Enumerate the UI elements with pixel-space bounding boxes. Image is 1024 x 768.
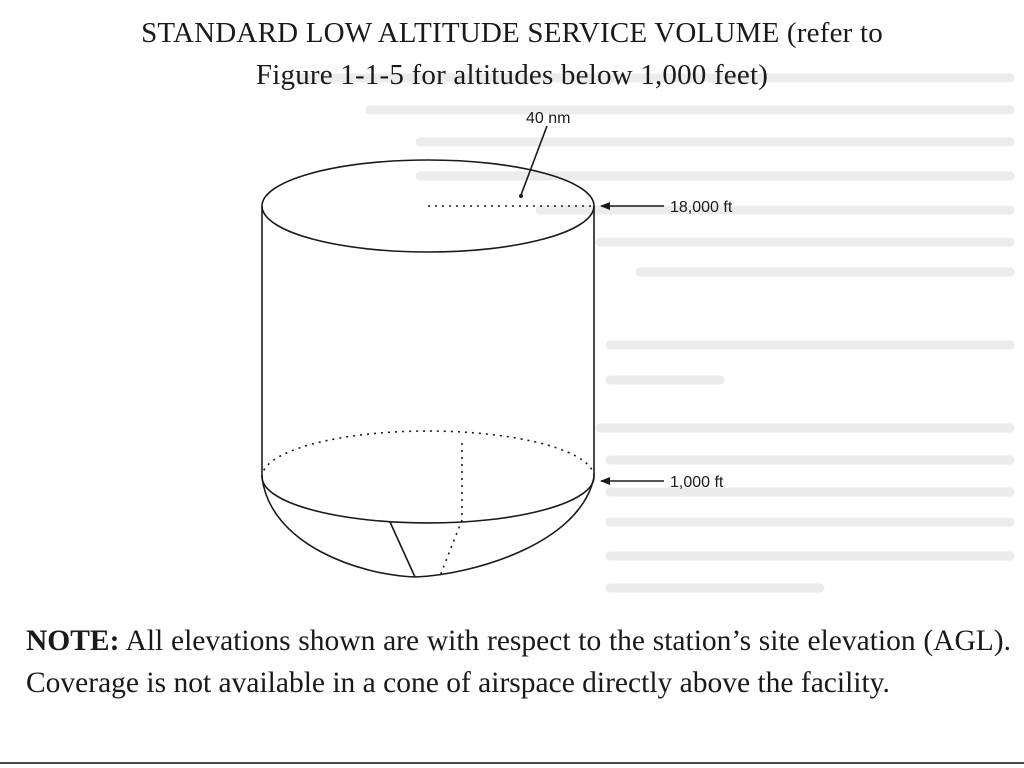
- page-bottom-rule: [0, 762, 1024, 764]
- lower-bowl-right: [415, 477, 594, 577]
- cylinder-bottom-front-arc: [262, 477, 594, 523]
- radius-leader-line: [521, 126, 547, 195]
- top-altitude-label: 18,000 ft: [670, 199, 733, 216]
- note-label: NOTE:: [26, 625, 120, 657]
- cone-front-line: [390, 522, 415, 577]
- cone-hidden-edge: [440, 520, 462, 576]
- figure-title-line-2: Figure 1-1-5 for altitudes below 1,000 feet): [255, 59, 769, 91]
- note-text: All elevations shown are with respect to the station’s site elevation (AGL). Coverage is not available in a cone of airspace directly above the facility.: [26, 625, 1011, 699]
- bottom-altitude-label: 1,000 ft: [670, 474, 724, 491]
- cylinder-bottom-back-arc: [262, 431, 594, 477]
- note-paragraph: [26, 620, 1011, 704]
- figure-title-line-1: STANDARD LOW ALTITUDE SERVICE VOLUME (refer to: [141, 17, 883, 49]
- radius-leader-dot: [519, 194, 523, 198]
- radius-label: 40 nm: [526, 110, 571, 127]
